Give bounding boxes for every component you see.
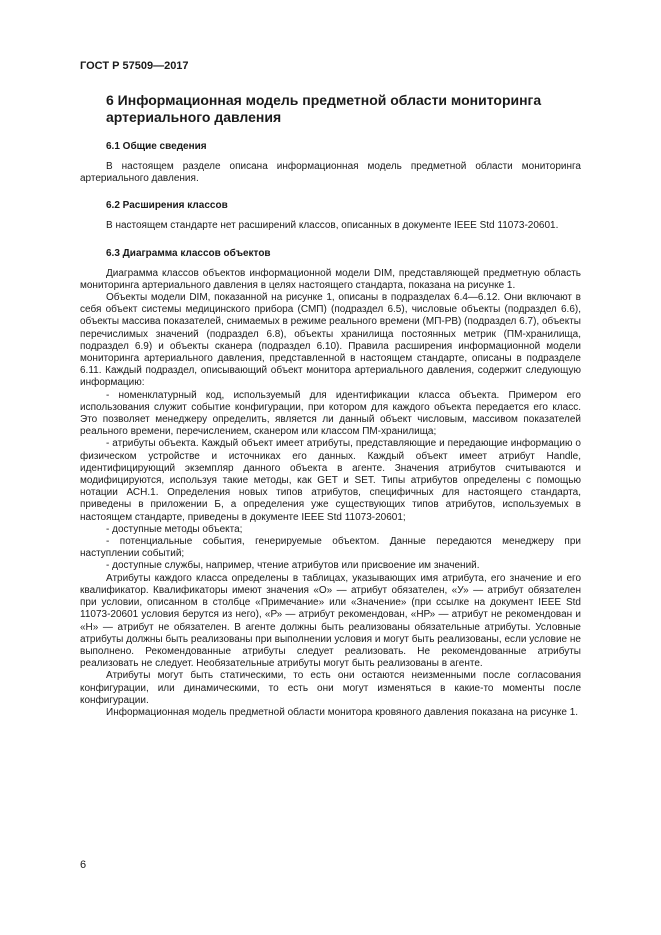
paragraph: Информационная модель предметной области монитора кровяного давления показана на рисунке 1. — [106, 706, 579, 718]
page-content — [80, 88, 581, 719]
paragraph: Атрибуты каждого класса определены в таблицах, указывающих имя атрибута, его значение и его квалификатор. Квалификаторы имеют значения «О» — атрибут обязателен, «У» — атрибут обязателен при условии, описанном в столбце «Примечание» или «Значение» (при ссылке на документ IEEE Std 11073-20601 условия берутся из него), «Р» — атрибут рекомендован, «НР» — атрибут не рекомендован и «Н» — атрибут не обязателен. В агенте должны быть реализованы обязательные атрибуты. Условные атрибуты должны быть реализованы при выполнении условия и могут быть реализованы, если условие не выполнено. Рекомендованные атрибуты следует реализовать. Не рекомендованные атрибуты реализовать не следует. Необязательные атрибуты могут быть реализованы в агенте. — [80, 572, 581, 670]
document-id: ГОСТ Р 57509—2017 — [80, 60, 189, 72]
list-item: - атрибуты объекта. Каждый объект имеет атрибуты, представляющие и передающие информацию о физическом устройстве и источниках его данных. Каждый объект имеет атрибут Handle, идентифицирующий экземпляр данного объекта в агенте. Значения атрибутов считываются и модифицируются, используя такие методы, как GET и SET. Типы атрибутов определены с помощью нотации АСН.1. Определения новых типов атрибутов, специфичных для настоящего стандарта, приведены в приложении Б, а определения уже существующих типов атрибутов, используемых в настоящем стандарте, приведены в документе IEEE Std 11073-20601; — [80, 438, 581, 523]
list-item: - потенциальные события, генерируемые объектом. Данные передаются менеджеру при наступлении событий; — [80, 536, 581, 560]
paragraph: В настоящем разделе описана информационная модель предметной области мониторинга артериального давления. — [80, 161, 581, 185]
list-item: - доступные службы, например, чтение атрибутов или присвоение им значений. — [106, 560, 480, 572]
paragraph: Атрибуты могут быть статическими, то есть они остаются неизменными после согласования конфигурации, или динамическими, то есть они могут изменяться в какие-то моменты после конфигурации. — [80, 670, 581, 706]
paragraph: Объекты модели DIM, показанной на рисунке 1, описаны в подразделах 6.4—6.12. Они включают в себя объект системы медицинского прибора (СМП) (подраздел 6.5), числовые объекты (подраздел 6.6), объекты массива показателей, снимаемых в режиме реального времени (МП-РВ) (подраздел 6.7), объекты перечислимых значений (подраздел 6.8), объекты хранилища постоянных метрик (ПМ-хранилища, подраздел 6.9) и объекты сканера (подраздел 6.10). Правила расширения информационной модели мониторинга артериального давления, представленной в настоящем стандарте, описаны в подразделе 6.11. Каждый подраздел, описывающий объект монитора артериального давления, содержит следующую информацию: — [80, 292, 581, 389]
subsection-title-6-3: 6.3 Диаграмма классов объектов — [106, 247, 271, 259]
list-item: - доступные методы объекта; — [106, 523, 243, 535]
section-title: 6 Информационная модель предметной области мониторинга артериального давления — [106, 92, 542, 125]
subsection-title-6-1: 6.1 Общие сведения — [106, 141, 207, 152]
paragraph: В настоящем стандарте нет расширений классов, описанных в документе IEEE Std 11073-20601. — [106, 220, 559, 232]
subsection-title-6-2: 6.2 Расширения классов — [106, 200, 228, 212]
list-item: - номенклатурный код, используемый для идентификации класса объекта. Примером его использования служит событие конфигурации, при котором для каждого объекта передается его класс. Это позволяет менеджеру определить, является ли данный объект числовым, массивом показателей реального времени, перечислением, сканером или классом ПМ-хранилища; — [80, 389, 581, 438]
page-number: 6 — [80, 859, 87, 871]
paragraph: Диаграмма классов объектов информационной модели DIM, представляющей предметную область мониторинга артериального давления в целях настоящего стандарта, показана на рисунке 1. — [80, 267, 581, 291]
